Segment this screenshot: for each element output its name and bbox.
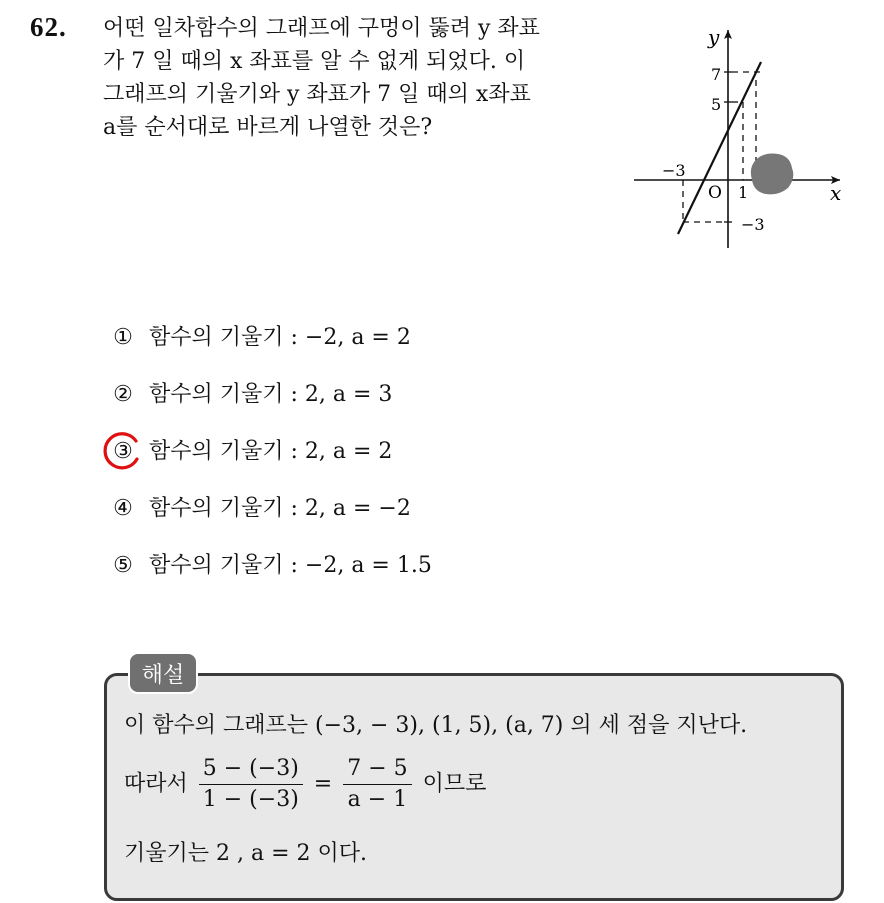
fraction-2 (343, 756, 411, 813)
tick-x1: 1 (738, 183, 749, 202)
equals-sign: = (313, 771, 333, 797)
x-axis-label: x (830, 181, 842, 205)
selected-circle-icon (100, 429, 144, 473)
choice-2-mark: ② (113, 382, 133, 407)
ink-blot (751, 154, 793, 195)
question-line-1: 어떤 일차함수의 그래프에 구멍이 뚫려 y 좌표 (103, 16, 540, 41)
tick-y-neg3: −3 (741, 215, 765, 234)
linear-function-graph (628, 22, 853, 252)
choice-1-mark: ① (113, 325, 133, 350)
origin-label: O (708, 183, 722, 203)
question-line-3: 그래프의 기울기와 y 좌표가 7 일 때의 x좌표 (103, 82, 531, 107)
solution-line-2-prefix: 따라서 (124, 771, 188, 797)
choice-3-text: 함수의 기울기 : 2, a = 2 (149, 439, 393, 464)
choice-3[interactable] (112, 423, 432, 480)
choice-5-mark: ⑤ (113, 553, 133, 578)
question-line-4: a를 순서대로 바르게 나열한 것은? (103, 115, 433, 140)
tick-y7: 7 (711, 65, 722, 84)
choice-5-text: 함수의 기울기 : −2, a = 1.5 (149, 553, 432, 578)
tick-x-neg3: −3 (662, 161, 686, 180)
fraction-1-numerator: 5 − (−3) (199, 756, 303, 785)
choice-4-mark: ④ (113, 496, 133, 521)
choice-2-text: 함수의 기울기 : 2, a = 3 (149, 382, 393, 407)
fraction-2-numerator: 7 − 5 (343, 756, 411, 785)
y-axis-label: y (708, 25, 720, 49)
fraction-1 (199, 756, 303, 813)
fraction-2-denominator: a − 1 (347, 787, 408, 812)
choice-1-text: 함수의 기울기 : −2, a = 2 (149, 325, 411, 350)
solution-line-2-suffix: 이므로 (422, 771, 487, 797)
question-text (103, 12, 608, 144)
solution-line-1: 이 함수의 그래프는 (−3, − 3), (1, 5), (a, 7) 의 세 점을 지난다. (124, 713, 748, 738)
solution-line-2 (124, 756, 486, 813)
choice-5[interactable] (112, 537, 432, 594)
question-line-2: 가 7 일 때의 x 좌표를 알 수 없게 되었다. 이 (103, 49, 526, 74)
answer-choices (112, 309, 432, 594)
function-line (678, 62, 761, 234)
tick-y5: 5 (711, 95, 722, 114)
choice-3-mark: ③ (112, 433, 134, 470)
question-number: 62. (30, 12, 67, 42)
fraction-1-denominator: 1 − (−3) (202, 787, 299, 812)
solution-line-3: 기울기는 2 , a = 2 이다. (124, 841, 368, 866)
choice-4-text: 함수의 기울기 : 2, a = −2 (149, 496, 411, 521)
solution-tag: 해설 (128, 652, 198, 694)
choice-1[interactable] (112, 309, 432, 366)
choice-4[interactable] (112, 480, 432, 537)
choice-2[interactable] (112, 366, 432, 423)
